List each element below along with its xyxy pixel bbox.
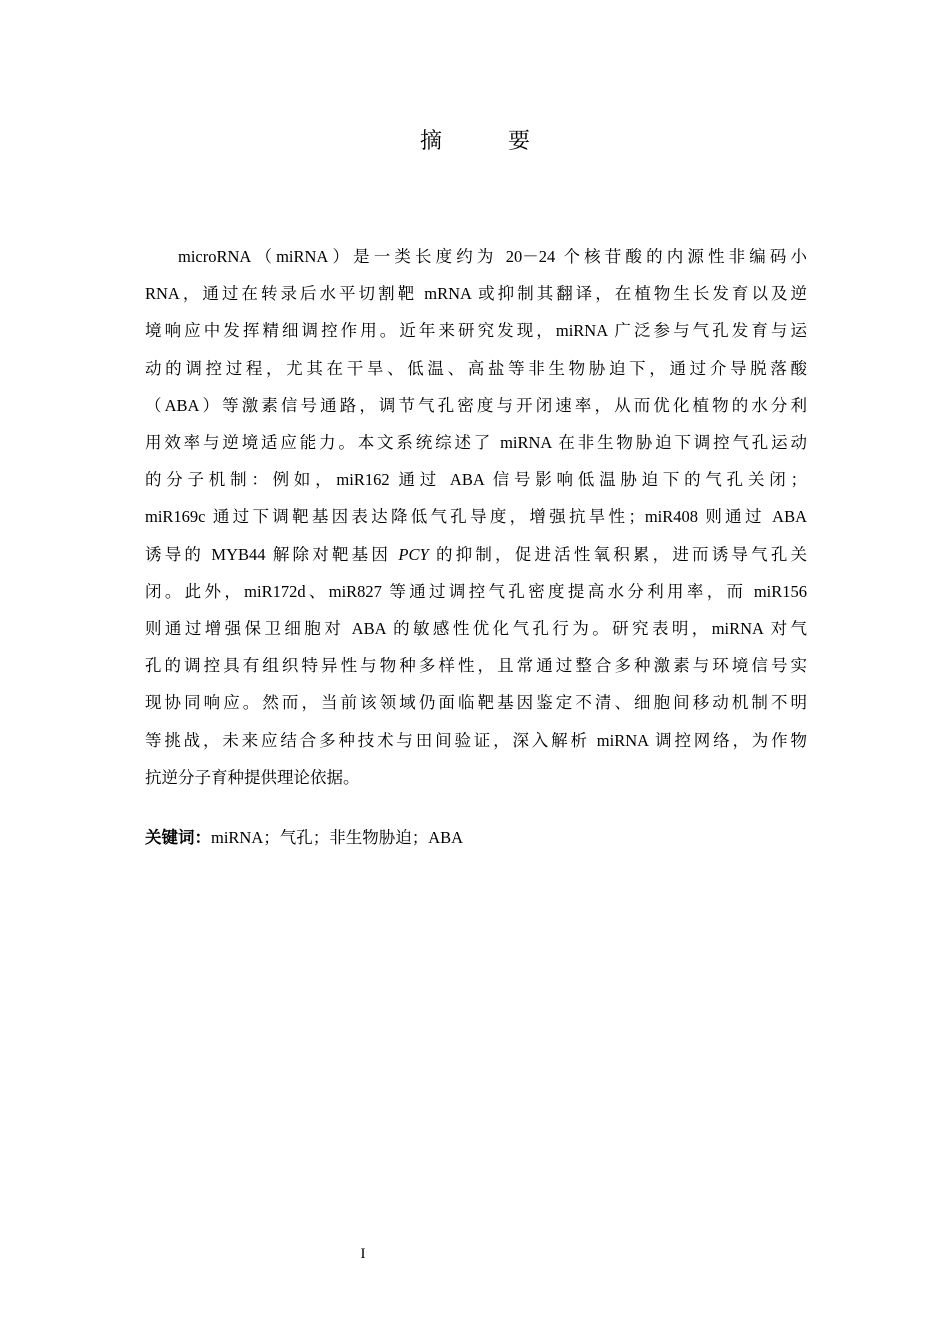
keywords-label: 关键词： bbox=[145, 828, 211, 847]
abstract-line: 则通过增强保卫细胞对 ABA 的敏感性优化气孔行为。研究表明，miRNA 对气 bbox=[145, 619, 807, 639]
abstract-line: （ABA）等激素信号通路，调节气孔密度与开闭速率，从而优化植物的水分利 bbox=[145, 395, 807, 415]
keywords bbox=[145, 822, 807, 854]
page-number: I bbox=[360, 1246, 366, 1262]
abstract-line: microRNA（miRNA）是一类长度约为 20－24 个核苷酸的内源性非编码小 bbox=[178, 247, 807, 266]
abstract-line-part: 的抑制，促进活性氧积累，进而诱导气孔关 bbox=[428, 544, 808, 564]
abstract-line: 孔的调控具有组织特异性与物种多样性，且常通过整合多种激素与环境信号实 bbox=[145, 656, 807, 676]
abstract-line: 动的调控过程，尤其在干旱、低温、高盐等非生物胁迫下，通过介导脱落酸 bbox=[145, 358, 807, 378]
abstract-line: 等挑战，未来应结合多种技术与田间验证，深入解析 miRNA 调控网络，为作物 bbox=[145, 730, 807, 750]
abstract-body bbox=[145, 238, 807, 796]
abstract-line: miR169c 通过下调靶基因表达降低气孔导度，增强抗旱性；miR408 则通过 ABA bbox=[145, 507, 807, 527]
abstract-line bbox=[145, 536, 807, 573]
abstract-title: 摘 要 bbox=[419, 129, 552, 154]
abstract-line: 抗逆分子育种提供理论依据。 bbox=[145, 767, 360, 787]
keywords-text: miRNA；气孔；非生物胁迫；ABA bbox=[211, 828, 464, 847]
abstract-line: 闭。此外，miR172d、miR827 等通过调控气孔密度提高水分利用率，而 miR156 bbox=[145, 581, 807, 601]
abstract-line: 用效率与逆境适应能力。本文系统综述了 miRNA 在非生物胁迫下调控气孔运动 bbox=[145, 433, 807, 453]
abstract-line-part: 诱导的 MYB44 解除对靶基因 bbox=[145, 544, 399, 564]
abstract-line: 境响应中发挥精细调控作用。近年来研究发现，miRNA 广泛参与气孔发育与运 bbox=[145, 321, 807, 341]
gene-name-italic: PCY bbox=[398, 544, 429, 564]
abstract-line: RNA，通过在转录后水平切割靶 mRNA 或抑制其翻译，在植物生长发育以及逆 bbox=[145, 284, 807, 304]
abstract-line: 现协同响应。然而，当前该领域仍面临靶基因鉴定不清、细胞间移动机制不明 bbox=[145, 693, 807, 713]
abstract-line: 的分子机制：例如，miR162 通过 ABA 信号影响低温胁迫下的气孔关闭； bbox=[145, 470, 807, 490]
